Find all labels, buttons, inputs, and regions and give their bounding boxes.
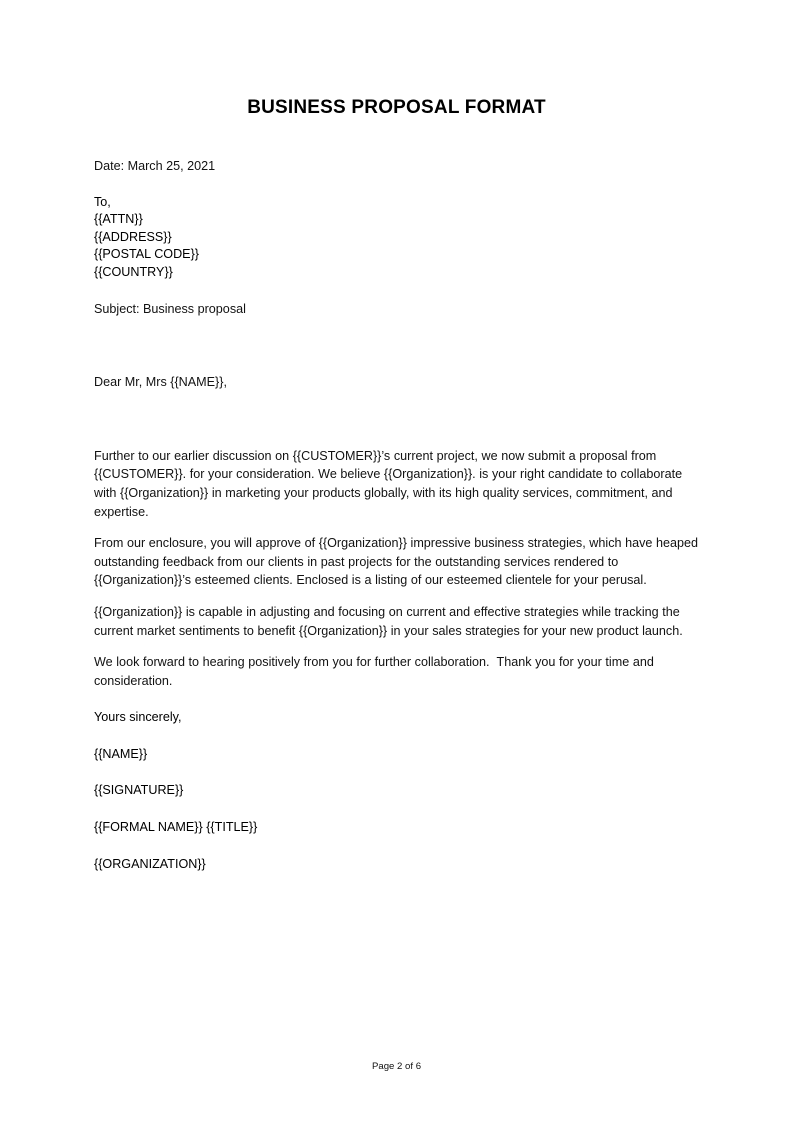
spacer-after-greeting	[94, 392, 702, 447]
body-paragraph-1: Further to our earlier discussion on {{CUSTOMER}}’s current project, we now submit a proposal from {{CUSTOMER}}. for your consideration. We believe {{Organization}}. is your right candidate to collaborate with {{Organization}} in marketing your products globally, with its high quality services, commitment, and expertise.	[94, 448, 686, 519]
spacer-after-date	[94, 176, 702, 194]
footer-page-indicator: Page 2 of 6	[371, 1061, 422, 1072]
signature-name: {{NAME}}	[94, 746, 148, 761]
recipient-attn: {{ATTN}}	[94, 212, 143, 227]
subject-line: Subject: Business proposal	[94, 301, 246, 316]
recipient-to-label: To,	[94, 194, 111, 209]
signature-formal-name-title: {{FORMAL NAME}} {{TITLE}}	[94, 820, 258, 835]
greeting-line: Dear Mr, Mrs {{NAME}},	[94, 375, 227, 390]
date-line: Date: March 25, 2021	[94, 159, 216, 173]
recipient-address: {{ADDRESS}}	[94, 229, 172, 244]
spacer-after-address	[94, 282, 702, 300]
body-paragraph-4: We look forward to hearing positively from you for further collaboration. Thank you for your time and consideration.	[94, 655, 658, 688]
closing-line: Yours sincerely,	[94, 710, 182, 725]
page-title: BUSINESS PROPOSAL FORMAT	[247, 97, 546, 118]
signature-organization: {{ORGANIZATION}}	[94, 856, 206, 871]
recipient-postal-code: {{POSTAL CODE}}	[94, 247, 199, 262]
body-paragraph-2: From our enclosure, you will approve of {{Organization}} impressive business strategies, which have heaped outstanding feedback from our clients in past projects for the outstanding services rendered to {{Organization}}’s esteemed clients. Enclosed is a listing of our esteemed clientele for your perusal.	[94, 536, 702, 588]
spacer-after-subject	[94, 318, 702, 373]
recipient-country: {{COUNTRY}}	[94, 264, 173, 279]
body-paragraph-3: {{Organization}} is capable in adjusting and focusing on current and effective strategies while tracking the current market sentiments to benefit {{Organization}} in your sales strategies for your new product launch.	[94, 604, 684, 638]
letter-body	[94, 157, 702, 873]
signature-placeholder: {{SIGNATURE}}	[94, 783, 184, 798]
